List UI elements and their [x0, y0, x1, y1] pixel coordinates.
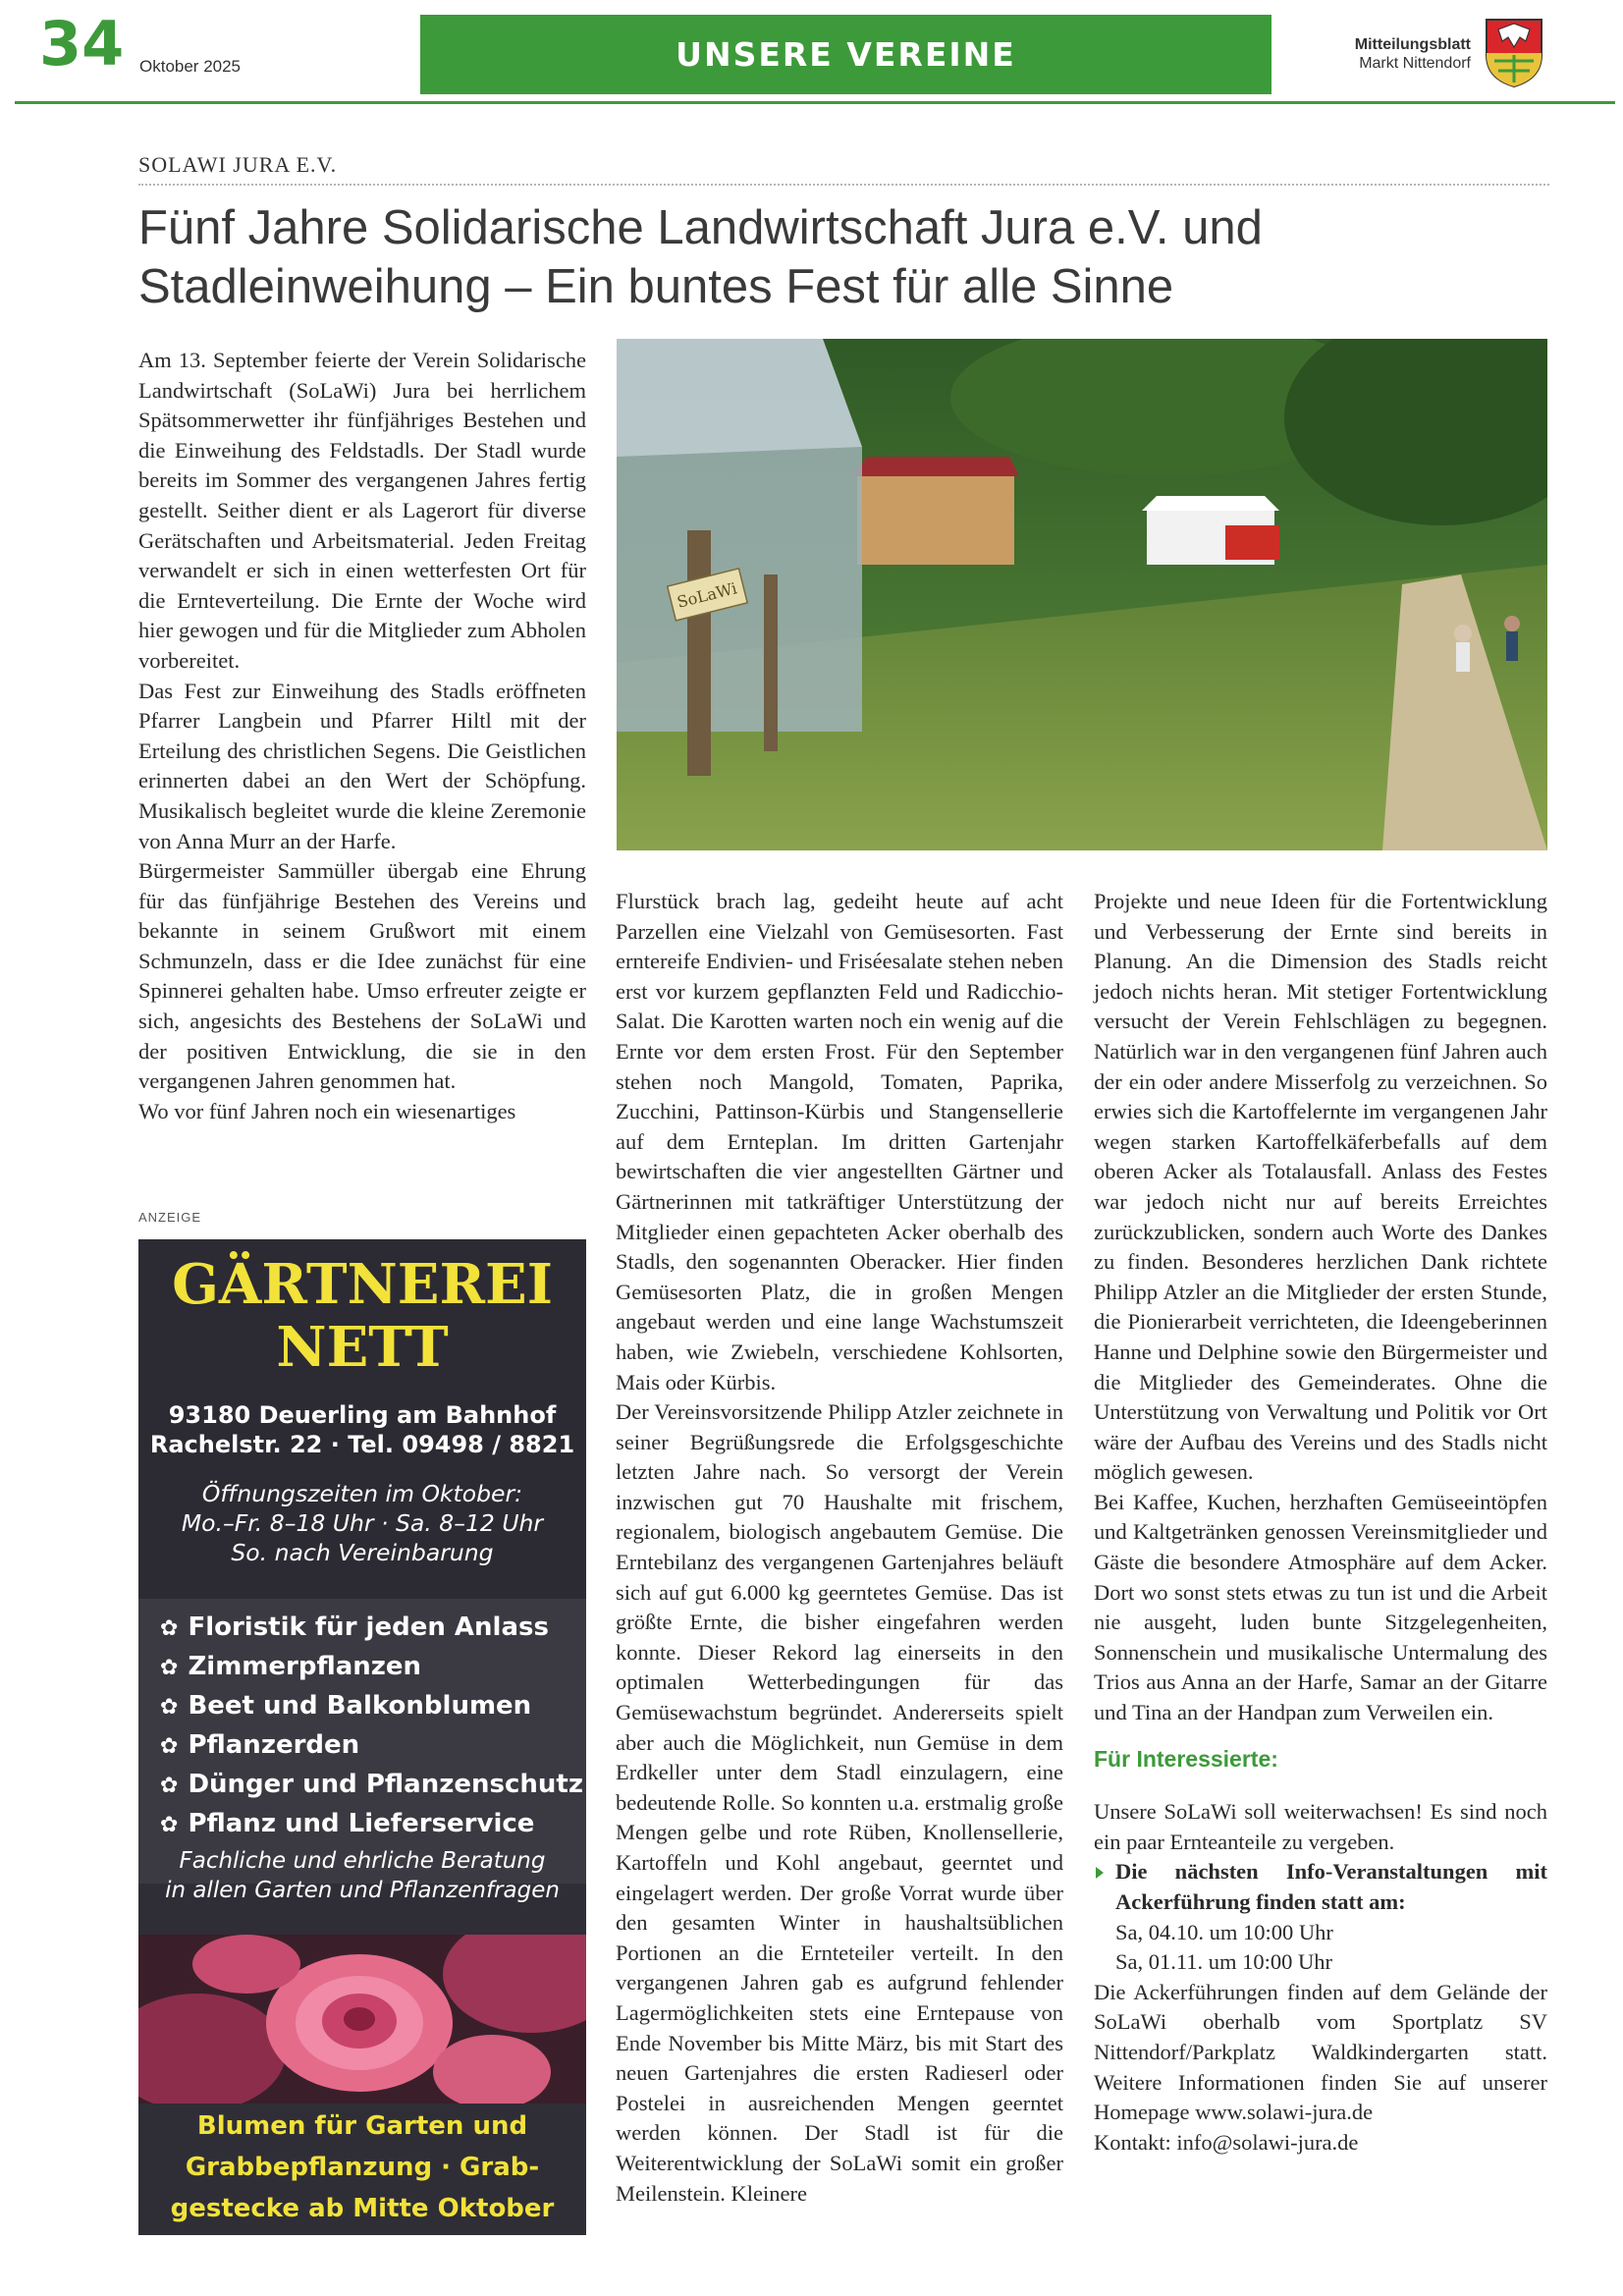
section-banner: UNSERE VEREINE: [420, 15, 1271, 94]
ad-business-name: [138, 1253, 586, 1379]
article-column-3: [1094, 887, 1547, 2158]
publication-line1: Mitteilungsblatt: [1354, 36, 1471, 53]
article-column-1: [138, 346, 586, 1126]
ad-label: ANZEIGE: [138, 1210, 202, 1225]
info-bullet: [1094, 1857, 1547, 1917]
triangle-bullet-icon: [1096, 1867, 1104, 1879]
ad-service-item: [160, 1609, 583, 1648]
ad-services: [138, 1599, 586, 1884]
info-details: Die Ackerführungen finden auf dem Gelände der SoLaWi oberhalb vom Sportplatz SV Nittendorf/Parkplatz Waldkindergarten statt. Weitere Informationen finden Sie auf unserer Homepage www.solawi-jura.de: [1094, 1979, 1547, 2125]
paragraph: Flurstück brach lag, gedeiht heute auf acht Parzellen eine Vielzahl von Gemüsesorten. Fast erntereife Endivien- und Friséesalate stehen neben erst vor kurzem gepflanzten Feld und Radicchio-Salat. Die Karotten warten noch ein wenig auf die Ernte vor dem ersten Frost. Für den September stehen noch Mangold, Tomaten, Paprika, Zucchini, Pattinson-Kürbis und Stangensellerie auf dem Ernteplan. Im dritten Gartenjahr bewirtschaften die vier angestellten Gärtner und Gärtnerinnen mit tatkräftiger Unterstützung der Mitglieder einen gepachteten Acker oberhalb des Stadls, den sogenannten Oberacker. Hier finden Gemüsesorten Platz, die in großen Mengen angebaut werden und eine lange Wachstumszeit haben, wie Zwiebeln, verschiedene Kohlsorten, Mais oder Kürbis.: [616, 889, 1063, 1394]
info-intro: Unsere SoLaWi soll weiterwachsen! Es sind noch ein paar Ernteanteile zu vergeben.: [1094, 1799, 1547, 1854]
ad-service-label: Pflanzerden: [188, 1730, 360, 1760]
ad-advice-line1: Fachliche und ehrliche Beratung: [179, 1848, 546, 1874]
ad-rose-image: [138, 1935, 586, 2104]
ad-opening-hours: [138, 1479, 586, 1567]
paragraph: Bei Kaffee, Kuchen, herzhaften Gemüseeintöpfen und Kaltgetränken genossen Vereinsmitglieder und Gäste die besondere Atmosphäre auf dem Acker. Dort wo sonst stets etwas zu tun ist und die Arbeit nie ausgeht, luden bunte Sitzgelegenheiten, Sonnenschein und musikalische Untermalung des Trios aus Anna an der Harfe, Samar an der Gitarre und Tina an der Handpan zum Verweilen ein.: [1094, 1489, 1547, 1725]
ad-service-item: [160, 1766, 583, 1805]
ad-name-line1: GÄRTNEREI: [172, 1252, 553, 1317]
ad-bottom-line3: gestecke ab Mitte Oktober: [170, 2194, 555, 2223]
flower-icon: ✿: [160, 1813, 179, 1837]
flower-icon: ✿: [160, 1774, 179, 1798]
ad-bottom-text: [138, 2105, 586, 2229]
ad-hours-title: Öffnungszeiten im Oktober:: [201, 1480, 523, 1507]
flower-icon: ✿: [160, 1616, 179, 1641]
ad-address: [138, 1400, 586, 1459]
article-column-2: [616, 887, 1063, 2209]
flower-icon: ✿: [160, 1734, 179, 1759]
paragraph: Das Fest zur Einweihung des Stadls eröffneten Pfarrer Langbein und Pfarrer Hiltl mit der Erteilung des christlichen Segens. Die Geistlichen erinnerten dabei an den Wert der Schöpfung. Musikalisch begleitet wurde die kleine Zeremonie von Anna Murr an der Harfe.: [138, 678, 586, 853]
paragraph: Wo vor fünf Jahren noch ein wiesenartiges: [138, 1098, 516, 1123]
ad-address-line2: Rachelstr. 22 · Tel. 09498 / 8821: [149, 1431, 575, 1458]
info-heading: Für Interessierte:: [1094, 1745, 1278, 1772]
flower-icon: ✿: [160, 1695, 179, 1720]
ad-hours-line1: Mo.–Fr. 8–18 Uhr · Sa. 8–12 Uhr: [181, 1509, 544, 1537]
ad-advice-line2: in allen Garten und Pflanzenfragen: [165, 1878, 560, 1903]
ad-service-item: [160, 1726, 583, 1766]
paragraph: Am 13. September feierte der Verein Solidarische Landwirtschaft (SoLaWi) Jura bei herrlichem Spätsommerwetter ihr fünfjähriges Bestehen und die Einweihung des Feldstadls. Der Stadl wurde bereits im Sommer des vergangenen Jahres fertig gestellt. Seither dient er als Lagerort für diverse Gerätschaften und Arbeitsmaterial. Jeden Freitag verwandelt er sich in einen wetterfesten Ort für die Ernteverteilung. Die Ernte der Woche wird hier gewogen und für die Mitglieder zum Abholen vorbereitet.: [138, 348, 586, 673]
ad-bottom-line1: Blumen für Garten und: [196, 2111, 528, 2141]
ad-service-label: Beet und Balkonblumen: [188, 1691, 532, 1721]
ad-service-item: [160, 1687, 583, 1726]
ad-service-label: Dünger und Pflanzenschutz: [188, 1770, 583, 1799]
paragraph: Projekte und neue Ideen für die Fortentwicklung und Verbesserung der Ernte sind bereits in Planung. An die Dimension des Stadls reicht jedoch nichts heran. Mit stetiger Fortentwicklung versucht der Verein Fehlschlägen zu begegnen. Natürlich war in den vergangenen fünf Jahren auch der ein oder andere Misserfolg zu verzeichnen. So erwies sich die Kartoffelernte im vergangenen Jahr wegen starken Kartoffelkäferbefalls auf dem oberen Acker als Totalausfall. Anlass des Festes war jedoch nicht nur auf bereits Erreichtes zurückzublicken, sondern auch Worte des Dankes zu finden. Besonderes herzlichen Dank richtete Philipp Atzler an die Mitglieder der ersten Stunde, die Pionierarbeit verrichteten, die Ideengeberinnen Hanne und Delphine sowie den Bürgermeister und die Mitglieder des Gemeinderates. Ohne die Unterstützung von Verwaltung und Politik vor Ort wäre der Aufbau des Vereins und des Stadls nicht möglich gewesen.: [1094, 889, 1547, 1485]
publication-name: [1355, 35, 1471, 73]
publication-line2: Markt Nittendorf: [1359, 55, 1471, 72]
article-kicker: SOLAWI JURA E.V.: [138, 152, 338, 177]
dotted-divider: [138, 184, 1549, 186]
issue-month: Oktober 2025: [139, 57, 242, 76]
ad-address-line1: 93180 Deuerling am Bahnhof: [168, 1401, 557, 1429]
paragraph: Bürgermeister Sammüller übergab eine Ehrung für das fünfjährige Bestehen des Vereins und bekannte in seinem Grußwort mit einem Schmunzeln, dass er die Idee zunächst für eine Spinnerei gehalten habe. Umso erfreuter zeigte er sich, angesichts des Bestehens der SoLaWi und der positiven Entwicklung, die sie in den vergangenen Jahren genommen hat.: [138, 858, 586, 1094]
event-date: Sa, 04.10. um 10:00 Uhr: [1115, 1919, 1333, 1944]
info-bullet-text: Die nächsten Info-Veranstaltungen mit Ackerführung finden statt am:: [1115, 1859, 1547, 1914]
ad-name-line2: NETT: [276, 1315, 449, 1380]
page-number: 34: [39, 8, 125, 80]
advertisement: [138, 1239, 586, 2235]
ad-service-item: [160, 1648, 583, 1687]
header-rule: [15, 101, 1615, 104]
contact-line: Kontakt: info@solawi-jura.de: [1094, 2129, 1359, 2155]
ad-hours-line2: So. nach Vereinbarung: [231, 1539, 494, 1566]
coat-of-arms-icon: [1485, 18, 1543, 88]
paragraph: Der Vereinsvorsitzende Philipp Atzler zeichnete in seiner Begrüßungsrede die Erfolgsgeschichte letzten Jahre nach. So versorgt der Verein inzwischen gut 70 Haushalte mit frischem, regionalem, biologisch angebautem Gemüse. Die Erntebilanz des vergangenen Gartenjahres beläuft sich auf gut 6.000 kg geerntetes Gemüse. Das ist größte Ernte, die bisher eingefahren werden konnte. Dieser Rekord lag einerseits in den optimalen Wetterbedingungen für das Gemüsewachstum begründet. Andererseits spielt aber auch die Möglichkeit, nun Gemüse in dem Erdkeller unter dem Stadl einzulagern, eine bedeutende Rolle. So konnten u.a. erstmalig große Mengen gelbe und rote Rüben, Knollensellerie, Kartoffeln und Kohl angebaut, geerntet und eingelagert werden. Der große Vorrat wurde über den gesamten Winter in haushaltsüblichen Portionen an die Ernteteiler verteilt. In den vergangenen Jahren gab es aufgrund fehlender Lagermöglichkeiten stets eine Erntepause von Ende November bis Mitte März, bis mit Start des neuen Gartenjahres die ersten Radieserl oder Postelei in ausreichenden Mengen geerntet werden können. Der Stadl ist für die Weiterentwicklung der SoLaWi somit ein großer Meilenstein. Kleinere: [616, 1399, 1063, 2206]
ad-bottom-line2: Grabbepflanzung · Grab-: [185, 2153, 540, 2182]
photo-sign-text: SoLaWi: [675, 578, 739, 612]
ad-service-label: Floristik für jeden Anlass: [188, 1613, 549, 1642]
article-title: Fünf Jahre Solidarische Landwirtschaft Jura e.V. und Stadleinweihung – Ein buntes Fest für alle Sinne: [138, 201, 1263, 313]
ad-service-item: [160, 1805, 583, 1844]
ad-advice: [138, 1846, 586, 1905]
article-photo: [617, 339, 1547, 850]
flower-icon: ✿: [160, 1656, 179, 1680]
ad-service-label: Zimmerpflanzen: [188, 1652, 422, 1681]
ad-service-label: Pflanz und Lieferservice: [188, 1809, 535, 1838]
event-date: Sa, 01.11. um 10:00 Uhr: [1115, 1949, 1333, 1975]
